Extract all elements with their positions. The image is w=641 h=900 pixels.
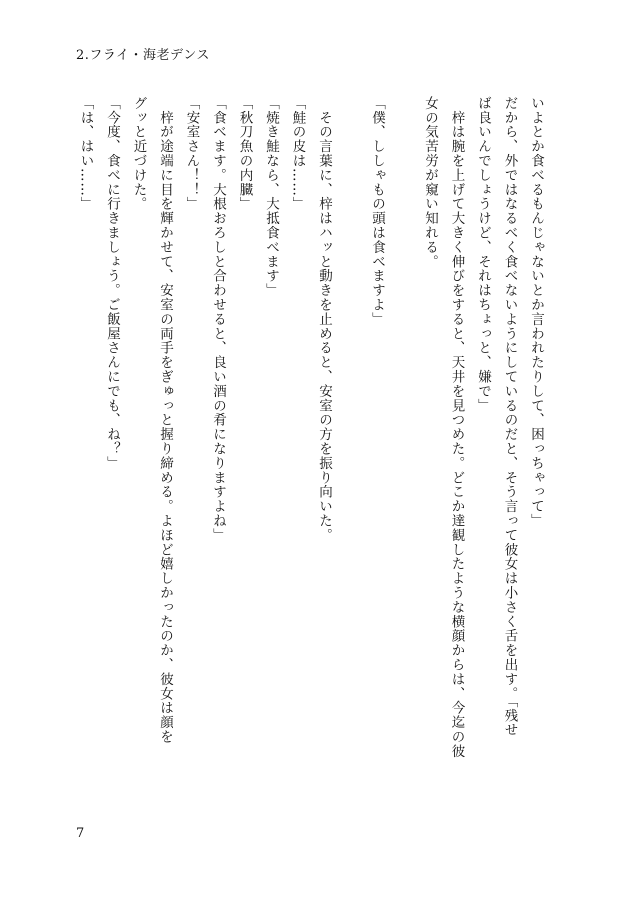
text-line: 「安室さん！！」	[183, 96, 200, 212]
text-line: 梓は腕を上げて大きく伸びをすると、天井を見つめた。どこか達観したような横顔からは、今迄の彼	[448, 96, 465, 759]
text-line: その言葉に、梓はハッと動きを止めると、安室の方を振り向いた。	[316, 96, 332, 543]
text-line: 梓が途端に目を輝かせて、安室の両手をぎゅっと握り締める。よほど嬉しかったのか、彼女は顔を	[157, 96, 173, 744]
chapter-header: 2.フライ・海老デンス	[76, 48, 210, 63]
novel-body-text	[69, 96, 549, 816]
text-line: グッと近づけた。	[130, 96, 147, 212]
text-line: 「食べます。大根おろしと合わせると、良い酒の肴になりますよね」	[210, 96, 226, 543]
text-line: 「鮭の皮は……」	[289, 96, 306, 212]
page-number: 7	[76, 826, 85, 841]
text-line: 「は、はい……」	[77, 96, 94, 212]
blank-line	[337, 96, 364, 816]
text-line: 「焼き鮭なら、大抵食べます」	[263, 96, 279, 298]
text-line: ば良いんでしょうけど、それはちょっと、嫌で」	[475, 96, 491, 413]
text-line: 「今度、食べに行きましょう。ご飯屋さんにでも、ね？」	[104, 96, 120, 471]
text-line: だから、外ではなるべく食べないようにしているのだと、そう言って彼女は小さく舌を出す。「残せ	[501, 96, 518, 738]
text-line: 女の気苦労が窺い知れる。	[422, 96, 438, 269]
text-line: 「僕、ししゃもの頭は食べますよ」	[369, 96, 385, 327]
text-line: いよとか食べるもんじゃないとか言われたりして、困っちゃって」	[528, 96, 544, 528]
text-line: 「秋刀魚の内臓」	[236, 96, 253, 212]
blank-line	[390, 96, 417, 816]
